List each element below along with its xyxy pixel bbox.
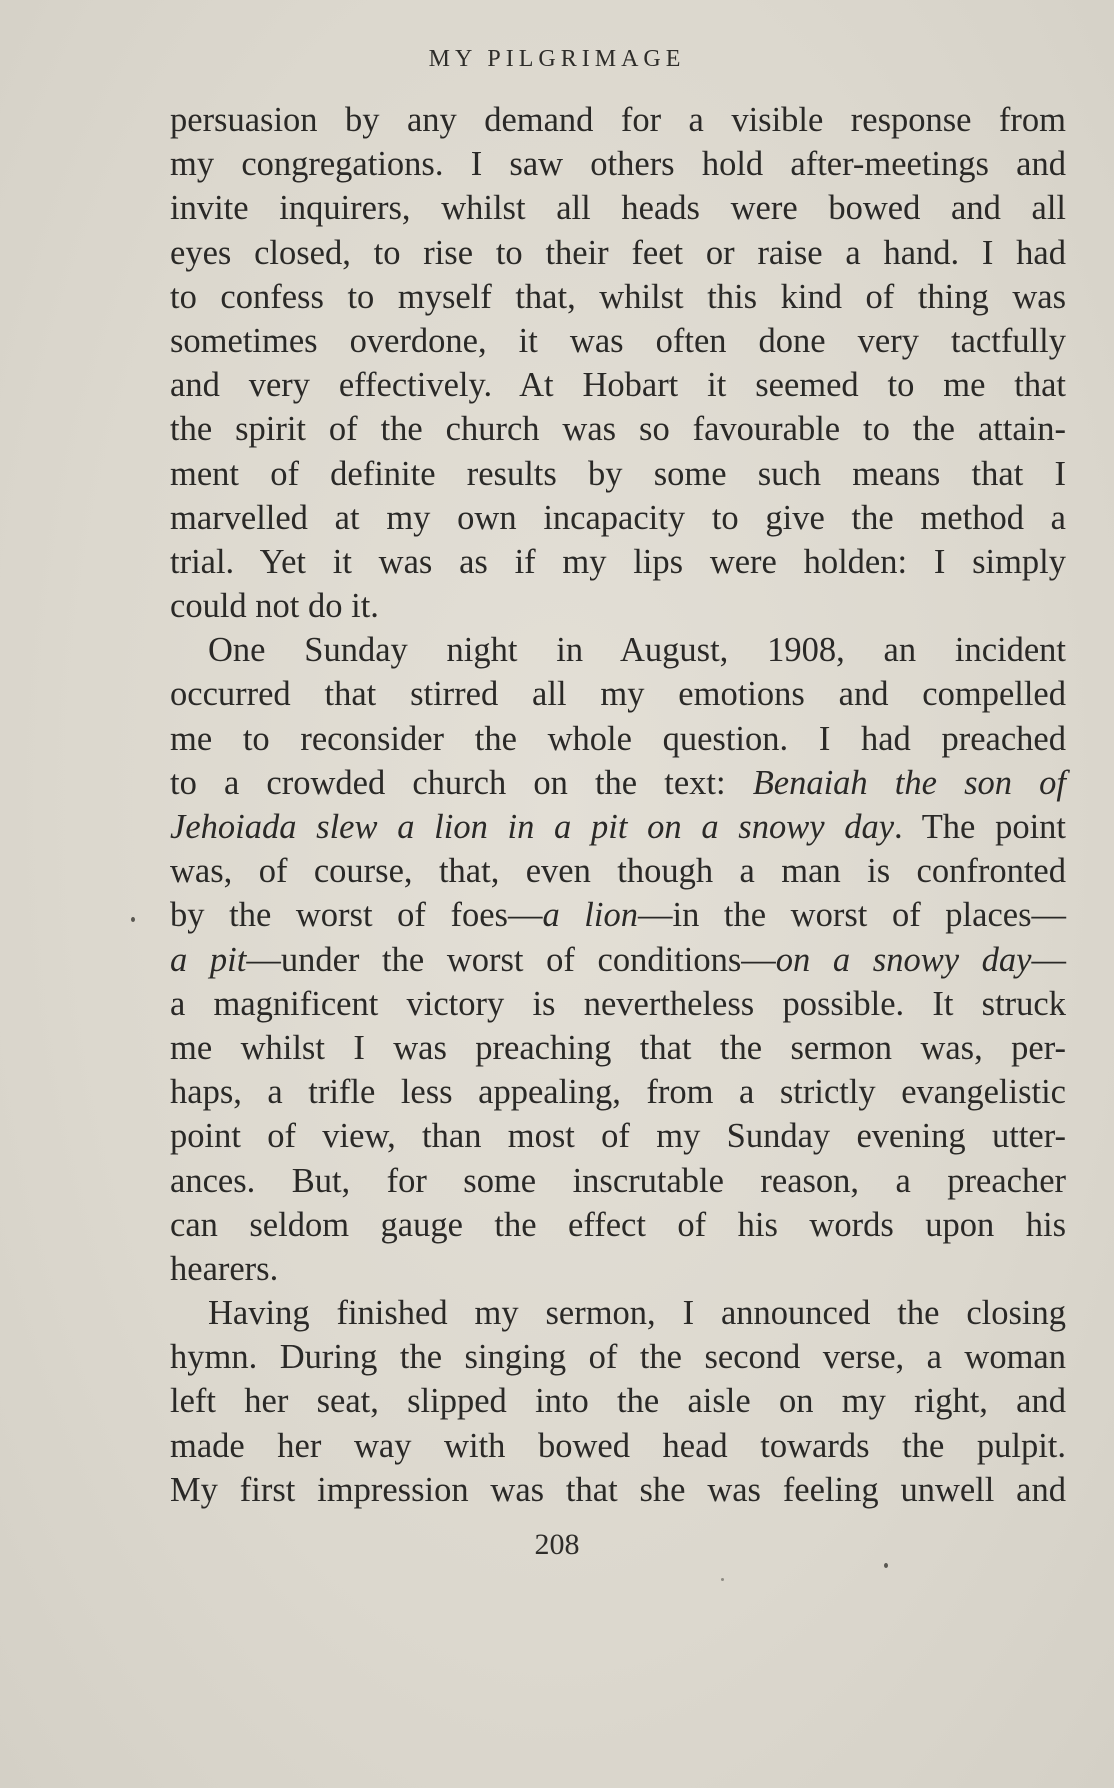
text-segment: —under the worst of conditions— [246,940,776,979]
text-segment: can seldom gauge the effect of his words upon his [170,1205,1066,1244]
italic-segment: a lion [542,896,638,935]
print-speck [131,917,135,922]
text-segment: My first impression was that she was feeling unwell and [170,1470,1066,1509]
running-head: MY PILGRIMAGE [428,46,686,72]
text-segment: — [1031,940,1066,979]
print-speck [721,1578,724,1581]
text-line [170,1468,1066,1512]
text-line [170,319,1066,363]
text-segment: by the worst of foes— [170,896,543,935]
text-segment: and very effectively. At Hobart it seemed to me that [170,366,1066,405]
text-segment: me to reconsider the whole question. I had preached [170,719,1066,758]
text-segment: invite inquirers, whilst all heads were bowed and all [170,189,1066,228]
text-line [170,1247,1066,1291]
text-line [170,982,1066,1026]
text-segment: ment of definite results by some such means that I [170,454,1066,493]
text-segment: to confess to myself that, whilst this kind of thing was [170,277,1066,316]
text-segment: persuasion by any demand for a visible response from [170,101,1066,139]
text-line [170,584,1066,628]
text-line [170,98,1066,142]
text-line [170,142,1066,186]
text-segment: to a crowded church on the text: [170,763,753,802]
italic-segment: Jehoiada slew a lion in a pit on a snowy day [170,808,895,846]
text-line [170,1424,1066,1468]
text-line [170,1379,1066,1423]
text-line [170,1114,1066,1158]
text-segment: —in the worst of places— [637,896,1066,935]
text-line [170,1026,1066,1070]
text-segment: my congregations. I saw others hold after-meetings and [170,145,1066,184]
text-line [170,1159,1066,1203]
text-segment: Having finished my sermon, I announced the closing [208,1294,1066,1333]
text-line [170,893,1066,937]
text-segment: a magnificent victory is nevertheless possible. It struck [170,984,1066,1023]
text-segment: left her seat, slipped into the aisle on my right, and [170,1382,1066,1421]
text-line [170,496,1066,540]
text-line [170,761,1066,805]
italic-segment: a pit [170,940,247,979]
text-line [170,628,1066,672]
text-line [170,407,1066,451]
text-segment: sometimes overdone, it was often done very tactfully [170,321,1066,360]
text-line [170,672,1066,716]
text-segment: . The point [894,808,1066,846]
text-segment: One Sunday night in August, 1908, an incident [208,631,1066,670]
text-segment: me whilst I was preaching that the sermon was, per- [170,1028,1066,1067]
text-line [170,363,1066,407]
text-segment: hearers. [170,1249,279,1288]
text-line [170,1203,1066,1247]
text-line [170,231,1066,275]
text-segment: marvelled at my own incapacity to give the method a [170,498,1066,537]
text-segment: occurred that stirred all my emotions and compelled [170,675,1066,714]
text-segment: haps, a trifle less appealing, from a strictly evangelistic [170,1073,1066,1112]
page-number: 208 [534,1528,580,1561]
body-text [170,98,1066,1512]
text-segment: eyes closed, to rise to their feet or raise a hand. I had [170,233,1066,272]
text-segment: was, of course, that, even though a man is confronted [170,852,1066,891]
text-line [170,1070,1066,1114]
italic-segment: Benaiah the son of [752,763,1066,802]
text-segment: hymn. During the singing of the second verse, a woman [170,1338,1066,1377]
text-line [170,938,1066,982]
text-segment: ances. But, for some inscrutable reason, a preacher [170,1161,1066,1200]
italic-segment: on a snowy day [775,940,1032,979]
text-line [170,1335,1066,1379]
text-segment: point of view, than most of my Sunday evening utter- [170,1117,1066,1156]
text-segment: made her way with bowed head towards the pulpit. [170,1426,1066,1465]
text-line [170,452,1066,496]
text-line [170,1291,1066,1335]
text-segment: could not do it. [170,587,379,626]
text-line [170,540,1066,584]
text-segment: the spirit of the church was so favourable to the attain- [170,410,1066,449]
text-line [170,186,1066,230]
print-speck [884,1563,888,1568]
text-line [170,275,1066,319]
text-segment: trial. Yet it was as if my lips were holden: I simply [170,542,1066,581]
text-line [170,717,1066,761]
text-line [170,805,1066,849]
text-line [170,849,1066,893]
